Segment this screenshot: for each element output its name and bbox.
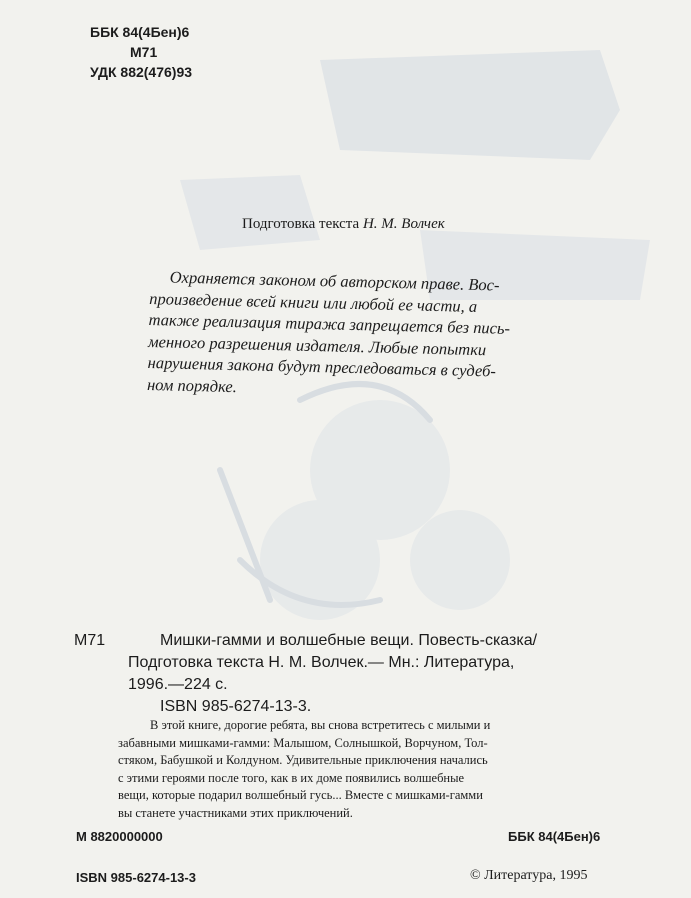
copyright-line: также реализация тиража запрещается без пись-	[148, 309, 511, 338]
copyright-line: менного разрешения издателя. Любые попытки	[147, 331, 487, 359]
classification-codes	[90, 22, 192, 82]
copyright-line: произведение всей книги или любой ее части, а	[148, 288, 478, 316]
udk-code: УДК 882(476)93	[90, 64, 193, 80]
annotation-line: вещи, которые подарил волшебный гусь... Вместе с мишками-гамми	[118, 788, 483, 802]
footer-bbk-code: ББК 84(4Бен)6	[508, 829, 601, 844]
annotation-line: В этой книге, дорогие ребята, вы снова встретитесь с милыми и	[150, 718, 491, 732]
footer-isbn: ISBN 985-6274-13-3	[76, 870, 196, 885]
preparation-name: Н. М. Волчек	[362, 216, 445, 232]
copyright-line: Охраняется законом об авторском праве. Вос-	[169, 267, 500, 295]
annotation	[118, 717, 638, 822]
copyright-line: нарушения закона будут преследоваться в судеб-	[147, 352, 497, 381]
text-preparation-credit	[242, 216, 445, 233]
preparation-label: Подготовка текста	[242, 216, 360, 232]
publisher-copyright: © Литература, 1995	[470, 868, 588, 883]
annotation-line: стяком, Бабушкой и Колдуном. Удивительные приключения начались	[118, 753, 488, 767]
bbk-code: ББК 84(4Бен)6	[90, 24, 190, 40]
m-code: М 8820000000	[76, 829, 163, 844]
author-mark: М71	[130, 44, 158, 60]
copyright-notice	[147, 266, 610, 406]
annotation-line: с этими героями после того, как в их доме появились волшебные	[118, 770, 465, 785]
catalog-record	[74, 630, 644, 718]
annotation-line: забавными мишками-гамми: Малышом, Солнышкой, Ворчуном, Тол-	[118, 735, 488, 750]
catalog-isbn: ISBN 985-6274-13-3.	[160, 698, 312, 715]
catalog-title-line: Мишки-гамми и волшебные вещи. Повесть-сказка/	[160, 632, 538, 649]
copyright-line: ном порядке.	[146, 374, 238, 396]
catalog-year-pages: 1996.—224 с.	[128, 676, 228, 693]
annotation-line: вы станете участниками этих приключений.	[118, 805, 353, 820]
catalog-code: М71	[74, 632, 106, 649]
catalog-credit-line: Подготовка текста Н. М. Волчек.— Мн.: Литература,	[128, 654, 515, 671]
